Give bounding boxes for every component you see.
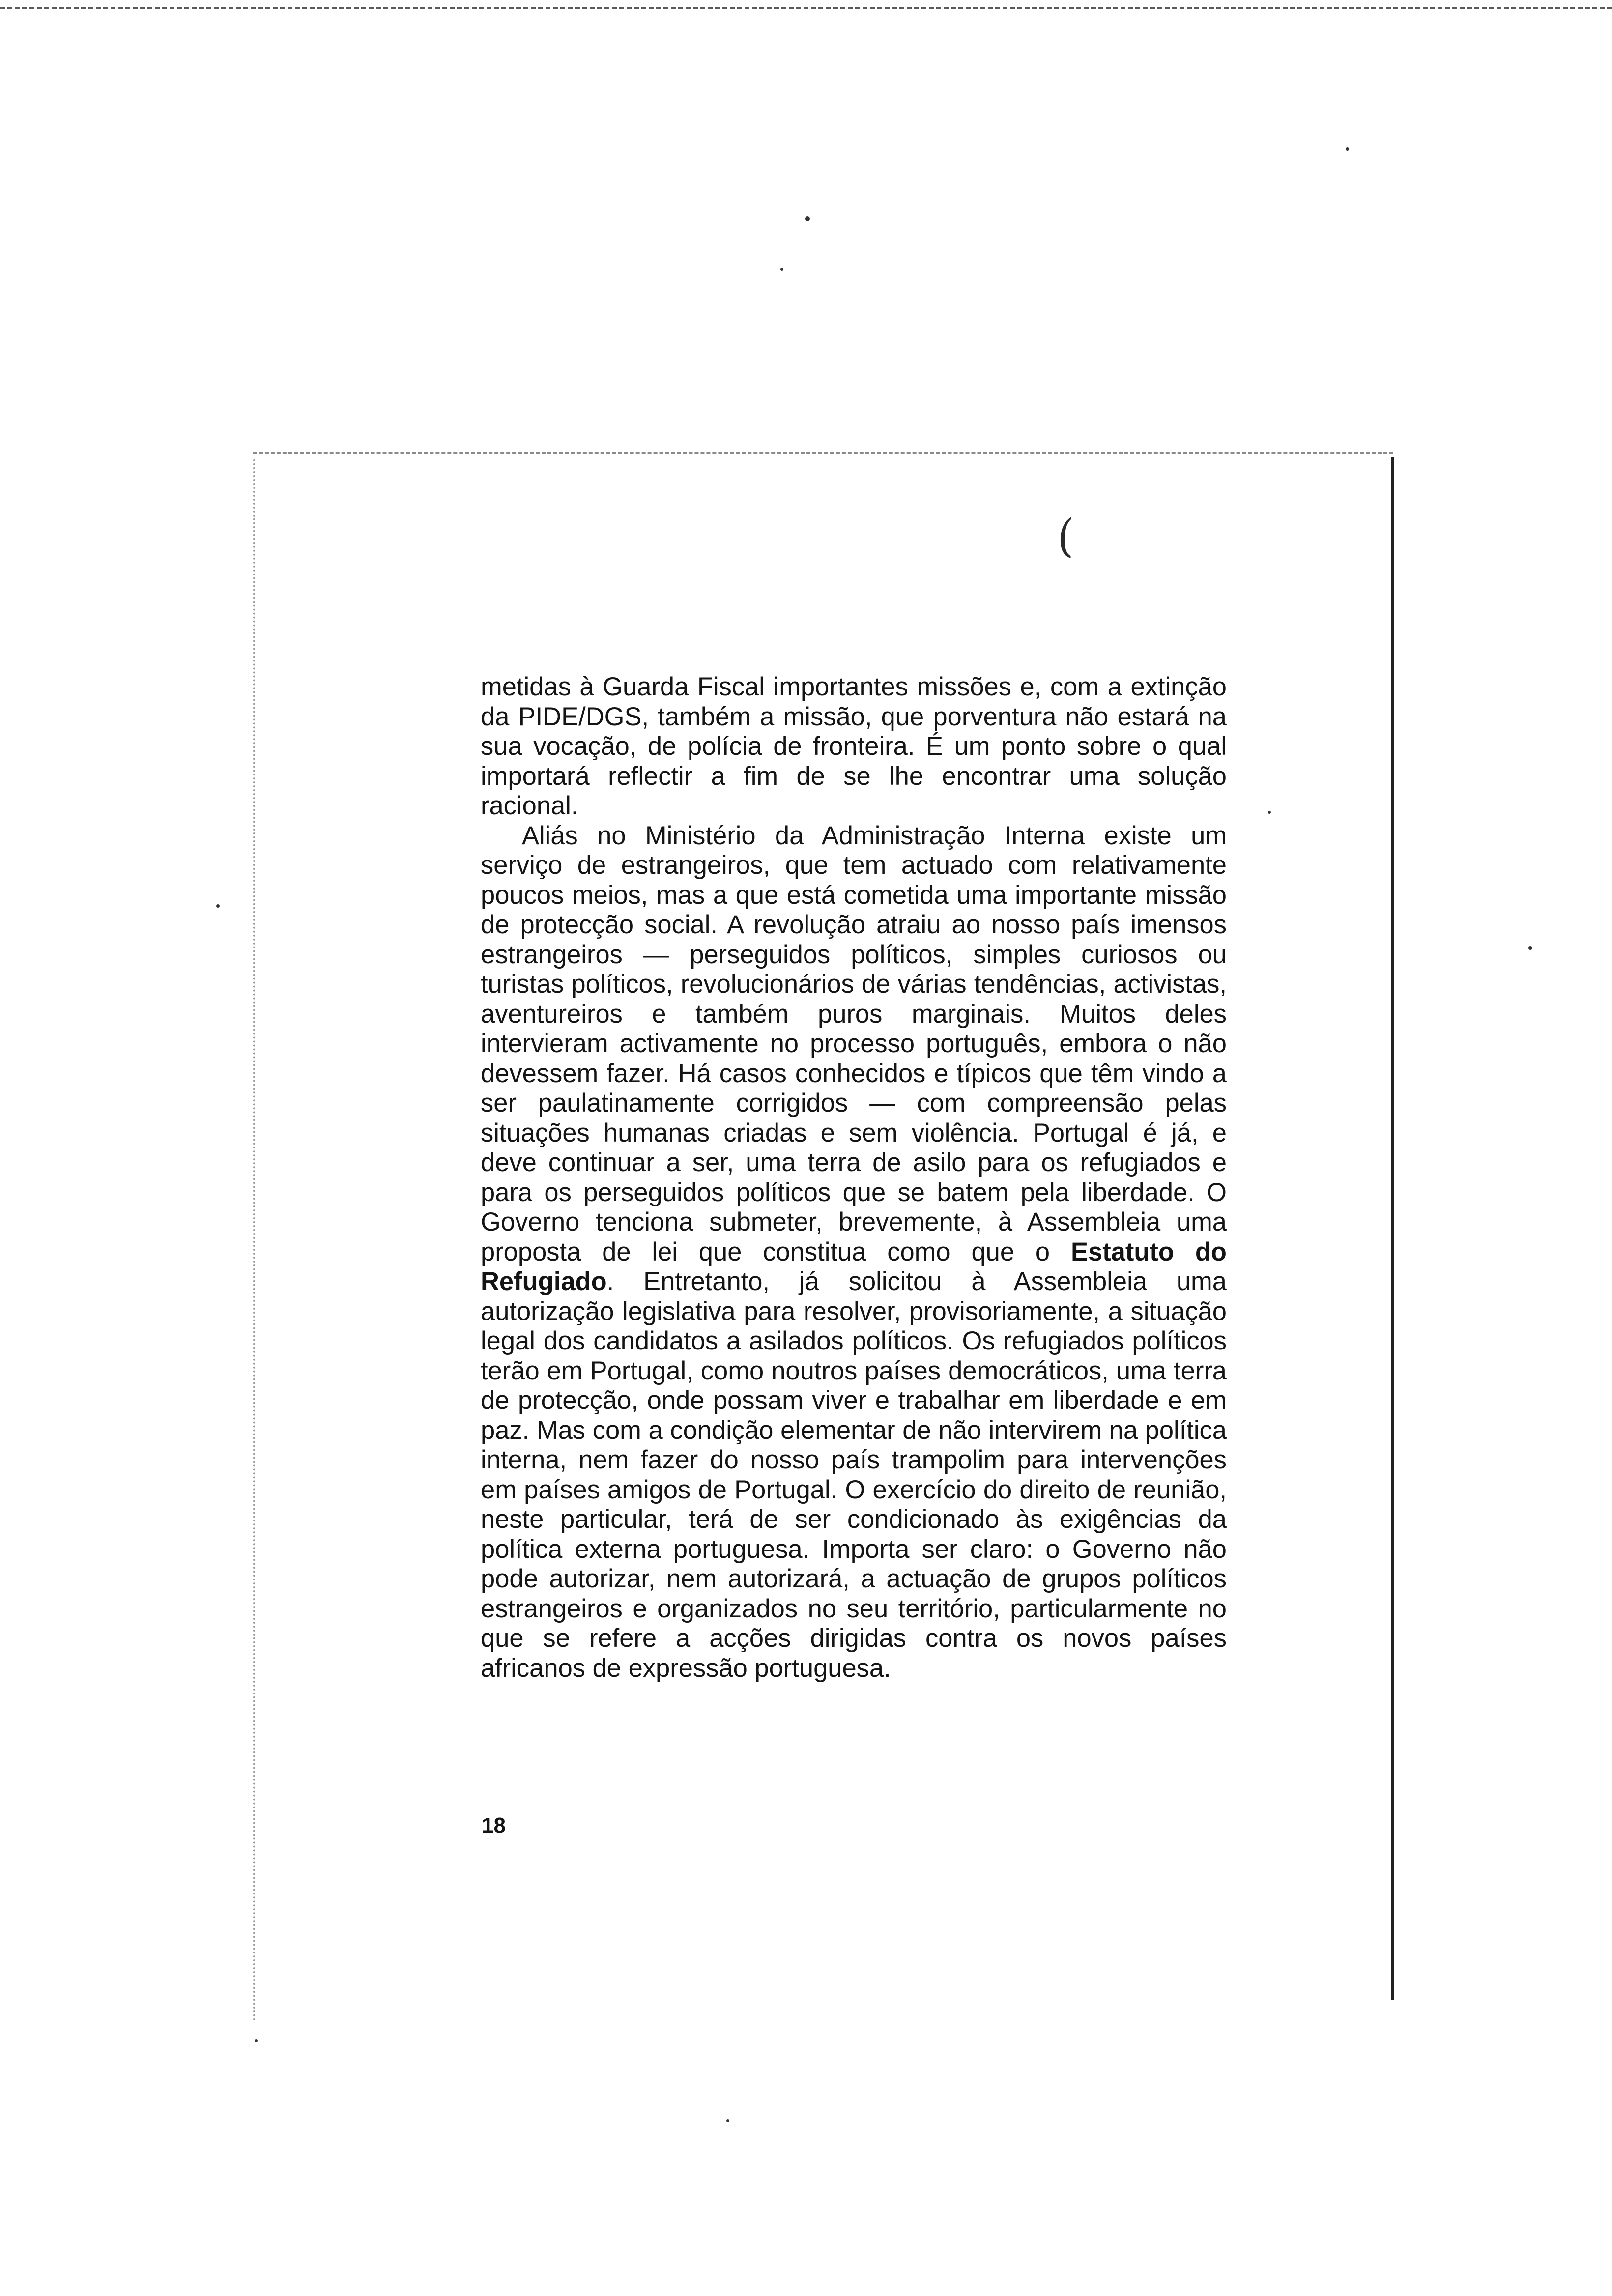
paragraph-1: metidas à Guarda Fiscal importantes missões e, com a extinção da PIDE/DGS, também a missão, que porventura não estará na sua vocação, de polícia de fronteira. É um ponto sobre o qual importará reflectir a fim de se lhe encontrar uma solução racional. [481, 672, 1227, 820]
page-number: 18 [482, 1813, 506, 1837]
scan-speck [1346, 147, 1349, 151]
scan-speck [780, 268, 783, 271]
paragraph-2-text-after: . Entretanto, já solicitou à Assembleia uma autorização legislativa para resolver, provisoriamente, a situação legal dos candidatos a asilados políticos. Os refugiados políticos terão em Portugal, como noutros países democráticos, uma terra de protecção, onde possam viver e trabalhar em liberdade e em paz. Mas com a condição elementar de não intervirem na política interna, nem fazer do nosso país trampolim para intervenções em países amigos de Portugal. O exercício do direito de reunião, neste particular, terá de ser condicionado às exigências da política externa portuguesa. Importa ser claro: o Governo não pode autorizar, nem autorizará, a actuação de grupos políticos estrangeiros e organizados no seu território, particularmente no que se refere a acções dirigidas contra os novos países africanos de expressão portuguesa. [481, 1267, 1227, 1683]
paragraph-2 [481, 821, 1227, 1684]
refugee-statute-term: Estatuto do Refugiado [481, 1237, 1227, 1296]
scan-edge-line [0, 7, 1612, 9]
page-border-right [1391, 457, 1394, 2000]
body-text [481, 672, 1227, 1683]
handwritten-margin-mark: ( [1052, 510, 1078, 564]
scan-speck [726, 2119, 729, 2122]
scan-speck [216, 904, 220, 908]
scan-speck [805, 216, 810, 221]
page-border-top [253, 452, 1393, 454]
paragraph-2-text-before: Aliás no Ministério da Administração Interna existe um serviço de estrangeiros, que tem actuado com relativamente poucos meios, mas a que está cometida uma importante missão de protecção social. A revolução atraiu ao nosso país imensos estrangeiros — perseguidos políticos, simples curiosos ou turistas políticos, revolucionários de várias tendências, activistas, aventureiros e também puros marginais. Muitos deles intervieram activamente no processo português, embora o não devessem fazer. Há casos conhecidos e típicos que têm vindo a ser paulatinamente corrigidos — com compreensão pelas situações humanas criadas e sem violência. Portugal é já, e deve continuar a ser, uma terra de asilo para os refugiados e para os perseguidos políticos que se batem pela liberdade. O Governo tenciona submeter, brevemente, à Assembleia uma proposta de lei que constitua como que o [481, 821, 1227, 1266]
scan-speck [255, 2039, 258, 2042]
page-border-left [253, 459, 255, 2022]
scan-speck [1268, 811, 1271, 814]
scan-speck [1528, 946, 1532, 950]
